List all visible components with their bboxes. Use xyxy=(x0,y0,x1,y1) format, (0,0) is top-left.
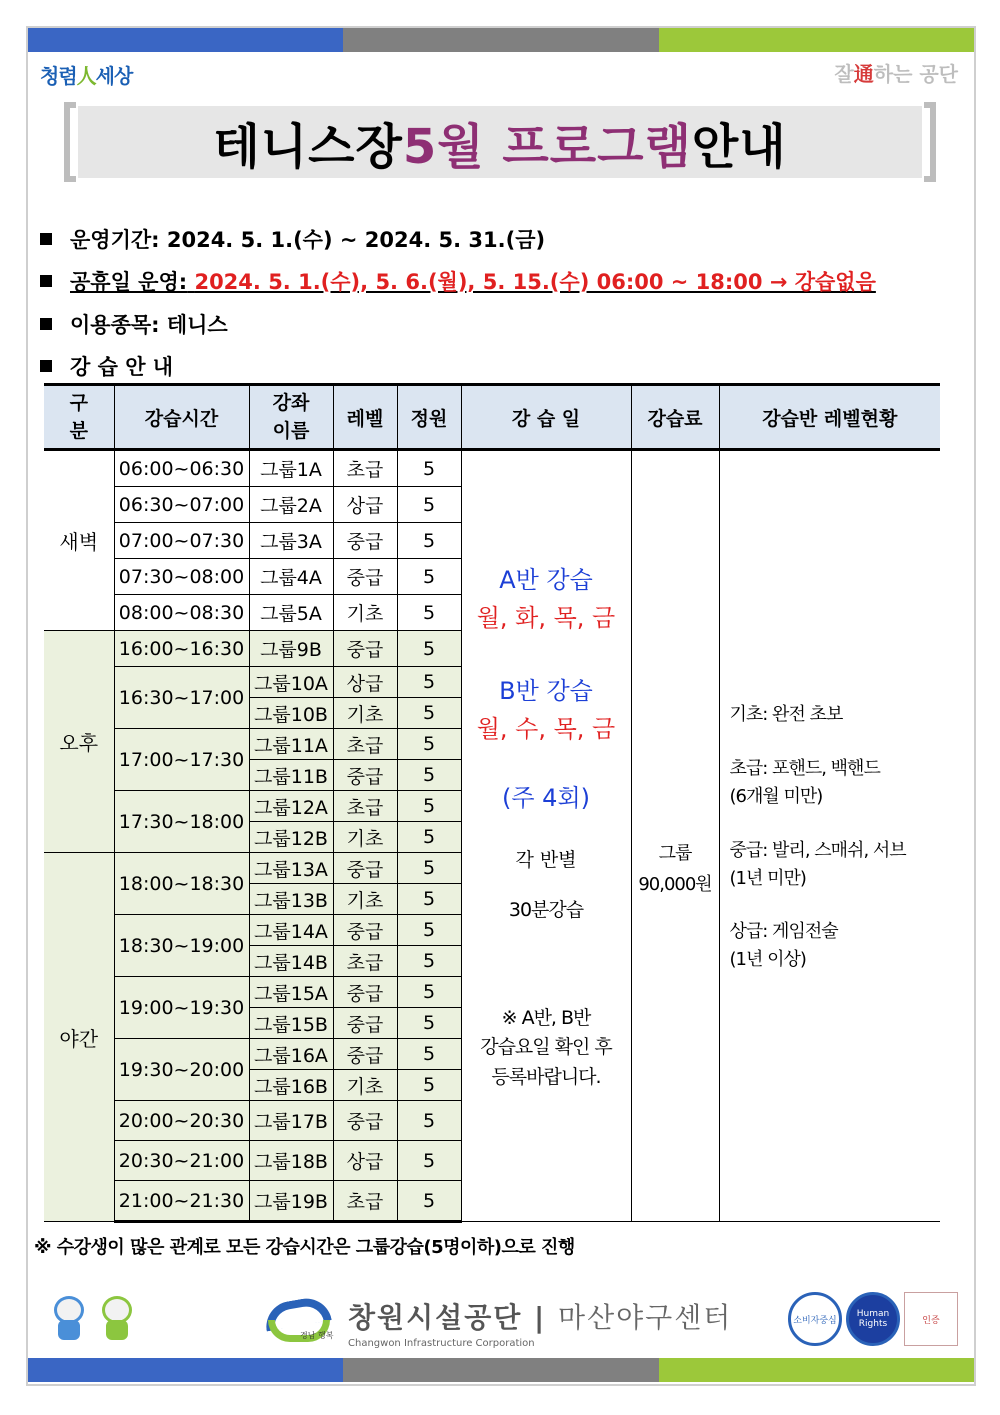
capacity-cell: 5 xyxy=(397,487,461,523)
class-cell: 그룹12B xyxy=(249,822,333,853)
capacity-cell: 5 xyxy=(397,559,461,595)
capacity-cell: 5 xyxy=(397,1070,461,1101)
capacity-cell: 5 xyxy=(397,760,461,791)
status-beginner-note: (6개월 미만) xyxy=(729,785,823,807)
capacity-cell: 5 xyxy=(397,977,461,1008)
capacity-cell: 5 xyxy=(397,1008,461,1039)
time-cell: 06:30~07:00 xyxy=(114,487,249,523)
level-cell: 중급 xyxy=(333,559,397,595)
info-holiday: 공휴일 운영: 2024. 5. 1.(수), 5. 6.(월), 5. 15.(수) 06:00 ~ 18:00 → 강습없음 xyxy=(40,266,876,296)
status-basic: 기초: 완전 초보 xyxy=(729,704,843,725)
org-name-en: Changwon Infrastructure Corporation xyxy=(348,1337,535,1349)
footer-note: ※ 수강생이 많은 관계로 모든 강습시간은 그룹강습(5명이하)으로 진행 xyxy=(34,1237,575,1258)
time-cell: 08:00~08:30 xyxy=(114,595,249,631)
level-cell: 기초 xyxy=(333,884,397,915)
level-cell: 상급 xyxy=(333,1141,397,1181)
level-cell: 초급 xyxy=(333,450,397,487)
mascot-blue-icon xyxy=(50,1296,88,1340)
level-cell: 초급 xyxy=(333,729,397,760)
class-cell: 그룹14A xyxy=(249,915,333,946)
capacity-cell: 5 xyxy=(397,915,461,946)
level-cell: 기초 xyxy=(333,698,397,729)
class-cell: 그룹15A xyxy=(249,977,333,1008)
level-cell: 기초 xyxy=(333,595,397,631)
level-cell: 기초 xyxy=(333,1070,397,1101)
capacity-cell: 5 xyxy=(397,853,461,884)
class-cell: 그룹13B xyxy=(249,884,333,915)
time-cell: 17:00~17:30 xyxy=(114,729,249,791)
b-class-days: 월, 수, 목, 금 xyxy=(476,715,616,744)
fee-cell xyxy=(631,450,719,1222)
info-sport: 이용종목: 테니스 xyxy=(40,309,228,339)
class-cell: 그룹4A xyxy=(249,559,333,595)
title-box xyxy=(64,102,936,182)
capacity-cell: 5 xyxy=(397,631,461,667)
class-cell: 그룹16B xyxy=(249,1070,333,1101)
weekly-count: (주 4회) xyxy=(502,783,590,812)
capacity-cell: 5 xyxy=(397,946,461,977)
capacity-cell: 5 xyxy=(397,523,461,559)
org-name: 창원시설공단 xyxy=(348,1300,523,1334)
capacity-cell: 5 xyxy=(397,884,461,915)
days-cell xyxy=(461,450,631,1222)
time-cell: 16:00~16:30 xyxy=(114,631,249,667)
level-cell: 중급 xyxy=(333,1008,397,1039)
level-cell: 중급 xyxy=(333,760,397,791)
level-cell: 중급 xyxy=(333,1039,397,1070)
capacity-cell: 5 xyxy=(397,1181,461,1222)
level-cell: 중급 xyxy=(333,523,397,559)
capacity-cell: 5 xyxy=(397,791,461,822)
class-cell: 그룹9B xyxy=(249,631,333,667)
level-cell: 중급 xyxy=(333,853,397,884)
top-color-bar xyxy=(28,28,974,52)
time-cell: 07:00~07:30 xyxy=(114,523,249,559)
level-status-cell xyxy=(719,450,940,1222)
schedule-table xyxy=(44,383,940,1223)
time-cell: 20:30~21:00 xyxy=(114,1141,249,1181)
time-cell: 19:30~20:00 xyxy=(114,1039,249,1101)
page-title: 테니스장 5월 프로그램 안내 xyxy=(78,106,922,178)
status-advanced-note: (1년 이상) xyxy=(729,949,806,971)
time-cell: 17:30~18:00 xyxy=(114,791,249,853)
class-cell: 그룹11B xyxy=(249,760,333,791)
lesson-duration: 30분강습 xyxy=(508,899,584,922)
status-intermediate: 중급: 발리, 스매쉬, 서브 xyxy=(729,839,906,861)
a-class-title: A반 강습 xyxy=(499,566,593,594)
class-cell: 그룹17B xyxy=(249,1101,333,1141)
header-capacity: 정원 xyxy=(397,385,461,450)
header-level: 레벨 xyxy=(333,385,397,450)
class-cell: 그룹11A xyxy=(249,729,333,760)
period-night: 야간 xyxy=(44,853,114,1222)
time-cell: 18:00~18:30 xyxy=(114,853,249,915)
a-class-days: 월, 화, 목, 금 xyxy=(476,604,616,633)
header-status: 강습반 레벨현황 xyxy=(719,385,940,450)
days-note: ※ A반, B반 강습요일 확인 후 등록바랍니다. xyxy=(480,1006,612,1088)
class-cell: 그룹19B xyxy=(249,1181,333,1222)
period-afternoon: 오후 xyxy=(44,631,114,853)
center-name: 마산야구센터 xyxy=(558,1300,733,1334)
level-cell: 초급 xyxy=(333,946,397,977)
capacity-cell: 5 xyxy=(397,595,461,631)
fee-amount: 90,000원 xyxy=(638,873,712,895)
mascots xyxy=(50,1296,136,1340)
integrity-logo: 청렴人세상 xyxy=(40,64,133,88)
status-beginner: 초급: 포핸드, 백핸드 xyxy=(729,757,880,779)
level-cell: 중급 xyxy=(333,977,397,1008)
mascot-green-icon xyxy=(98,1296,136,1340)
level-cell: 중급 xyxy=(333,915,397,946)
each-class: 각 반별 xyxy=(515,848,577,871)
emblem-icon: 경남 행복 xyxy=(258,1292,338,1352)
certification-flag-icon: 인증 xyxy=(904,1292,958,1346)
header-class: 강좌 이름 xyxy=(249,385,333,450)
class-cell: 그룹1A xyxy=(249,450,333,487)
time-cell: 19:00~19:30 xyxy=(114,977,249,1039)
class-cell: 그룹15B xyxy=(249,1008,333,1039)
capacity-cell: 5 xyxy=(397,667,461,698)
class-cell: 그룹18B xyxy=(249,1141,333,1181)
class-cell: 그룹5A xyxy=(249,595,333,631)
level-cell: 중급 xyxy=(333,1101,397,1141)
capacity-cell: 5 xyxy=(397,1101,461,1141)
certification-badges xyxy=(788,1292,958,1346)
capacity-cell: 5 xyxy=(397,698,461,729)
status-intermediate-note: (1년 미만) xyxy=(729,867,806,889)
time-cell: 20:00~20:30 xyxy=(114,1101,249,1141)
capacity-cell: 5 xyxy=(397,822,461,853)
period-dawn: 새벽 xyxy=(44,450,114,631)
class-cell: 그룹16A xyxy=(249,1039,333,1070)
capacity-cell: 5 xyxy=(397,1141,461,1181)
level-cell: 상급 xyxy=(333,487,397,523)
class-cell: 그룹13A xyxy=(249,853,333,884)
ccm-badge-icon: 소비자중심 xyxy=(788,1292,842,1346)
header-time: 강습시간 xyxy=(114,385,249,450)
level-cell: 중급 xyxy=(333,631,397,667)
b-class-title: B반 강습 xyxy=(499,676,593,705)
time-cell: 16:30~17:00 xyxy=(114,667,249,729)
header-period: 구 분 xyxy=(44,385,114,450)
capacity-cell: 5 xyxy=(397,1039,461,1070)
capacity-cell: 5 xyxy=(397,450,461,487)
class-cell: 그룹3A xyxy=(249,523,333,559)
time-cell: 07:30~08:00 xyxy=(114,559,249,595)
time-cell: 21:00~21:30 xyxy=(114,1181,249,1222)
human-rights-badge-icon: Human Rights xyxy=(846,1292,900,1346)
level-cell: 기초 xyxy=(333,822,397,853)
class-cell: 그룹14B xyxy=(249,946,333,977)
time-cell: 06:00~06:30 xyxy=(114,450,249,487)
level-cell: 초급 xyxy=(333,1181,397,1222)
time-cell: 18:30~19:00 xyxy=(114,915,249,977)
fee-type: 그룹 xyxy=(658,843,692,864)
header-days: 강 습 일 xyxy=(461,385,631,450)
class-cell: 그룹10B xyxy=(249,698,333,729)
header-fee: 강습료 xyxy=(631,385,719,450)
level-cell: 상급 xyxy=(333,667,397,698)
status-advanced: 상급: 게임전술 xyxy=(729,921,838,943)
slogan-logo: 잘通하는 공단 xyxy=(834,62,958,86)
class-cell: 그룹12A xyxy=(249,791,333,822)
info-section: 강 습 안 내 xyxy=(40,351,173,381)
capacity-cell: 5 xyxy=(397,729,461,760)
bottom-color-bar xyxy=(28,1358,974,1382)
class-cell: 그룹10A xyxy=(249,667,333,698)
level-cell: 초급 xyxy=(333,791,397,822)
class-cell: 그룹2A xyxy=(249,487,333,523)
corporation-logo: 경남 행복 창원시설공단 | 마산야구센터 Changwon Infrastructure Corporation xyxy=(258,1292,732,1352)
info-period: 운영기간: 2024. 5. 1.(수) ~ 2024. 5. 31.(금) xyxy=(40,224,545,254)
